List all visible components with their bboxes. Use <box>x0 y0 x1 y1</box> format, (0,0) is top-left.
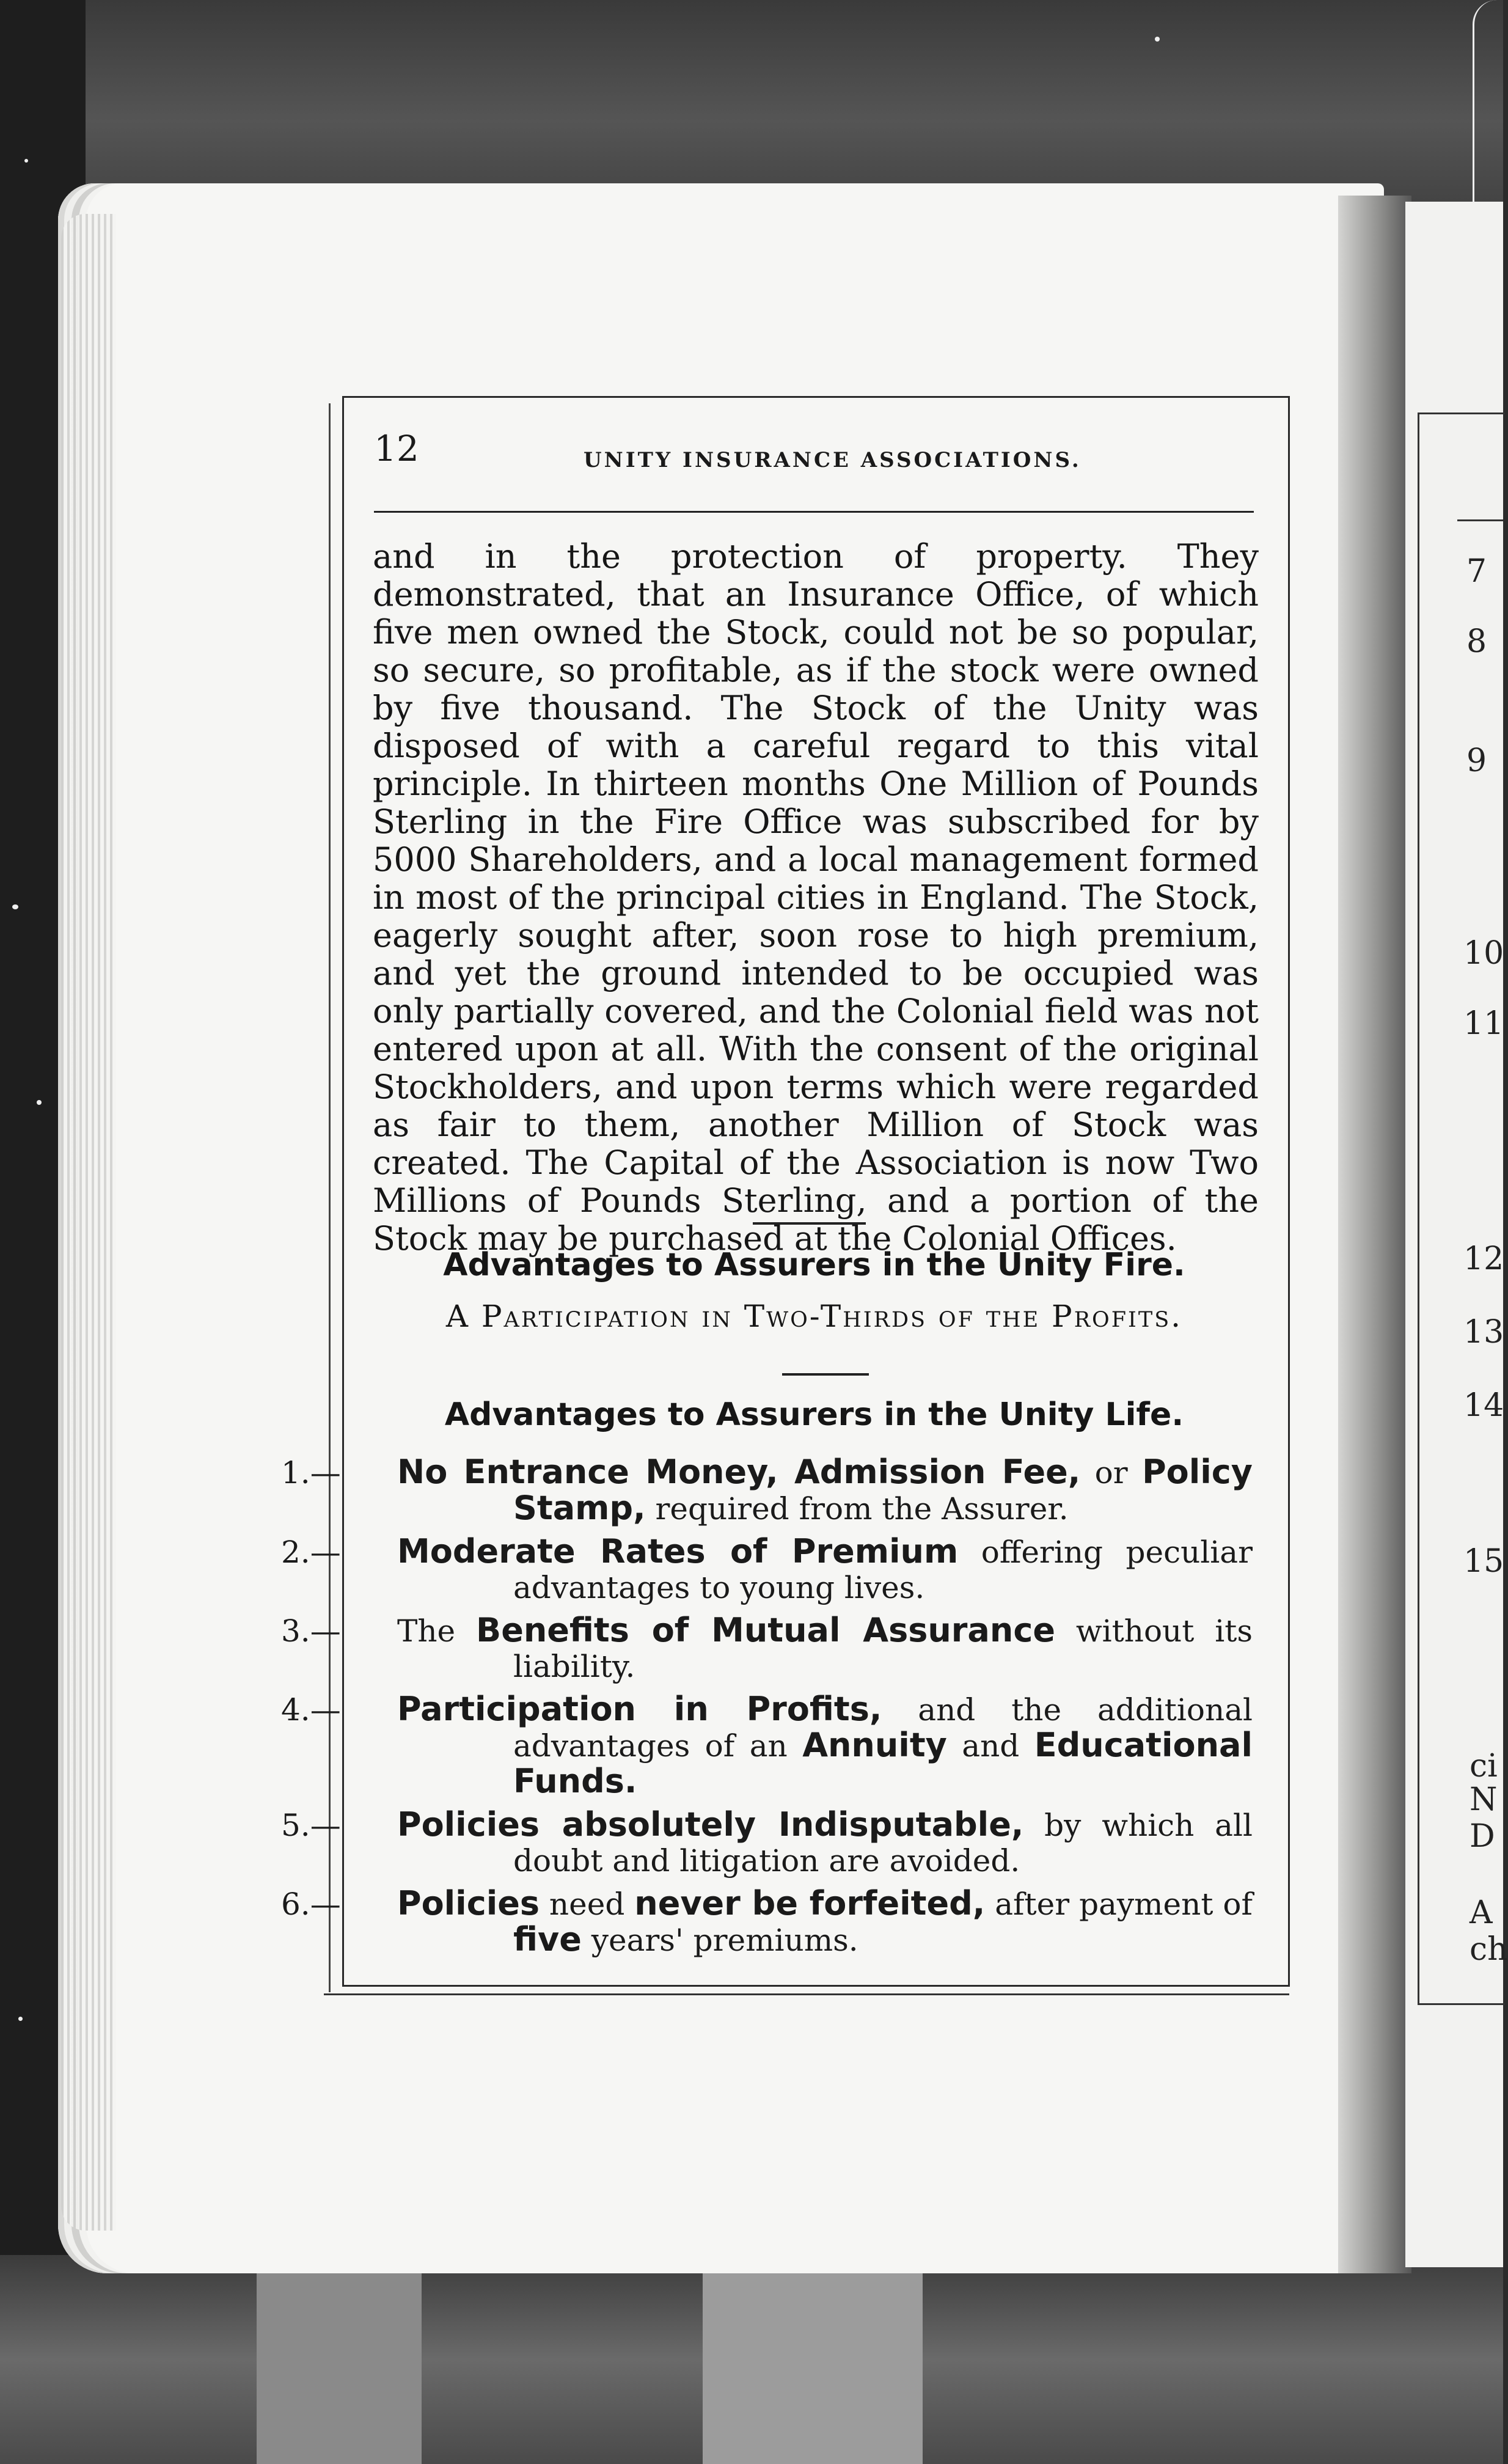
facing-page-rule <box>1457 519 1503 521</box>
page-rim <box>1473 0 1505 202</box>
fire-advantages-heading: Advantages to Assurers in the Unity Fire. <box>443 1247 1185 1283</box>
scan-speck <box>37 1100 42 1105</box>
facing-fragment: ci <box>1470 1748 1498 1784</box>
scan-speck <box>18 2017 23 2021</box>
facing-fragment: 8 <box>1466 623 1487 660</box>
list-item: The Benefits of Mutual Assurance without its liability. <box>397 1611 1253 1684</box>
page-stack-edge <box>61 214 116 2231</box>
list-item: No Entrance Money, Admission Fee, or Policy Stamp, required from the Assurer. <box>397 1453 1253 1527</box>
background-patch <box>257 2261 422 2464</box>
list-item: Policies absolutely Indisputable, by which all doubt and litigation are avoided. <box>397 1805 1253 1879</box>
running-head: UNITY INSURANCE ASSOCIATIONS. <box>584 448 1082 472</box>
fire-advantages-subheading: A Participation in Two-Thirds of the Profits. <box>445 1299 1183 1334</box>
facing-fragment: N <box>1470 1781 1498 1818</box>
body-paragraph: and in the protection of property. They demonstrated, that an Insurance Office, of which five men owned the Stock, could not be so popular, so secure, so profitable, as if the stock were owned by five thousand. The Stock of the Unity was disposed of with a careful regard to this vital principle. In thirteen months One Million of Pounds Sterling in the Fire Office was subscribed for by 5000 Shareholders, and a local management formed in most of the principal cities in England. The Stock, eagerly sought after, soon rose to high premium, and yet the ground intended to be occupied was only partially covered, and the Colonial field was not entered upon at all. With the consent of the original Stockholders, and upon terms which were regarded as fair to them, another Million of Stock was created. The Capital of the Association is now Two Millions of Pounds Sterling, and a portion of the Stock may be purchased at the Colonial Offices. <box>373 537 1259 1258</box>
page-number: 12 <box>374 428 419 469</box>
book-gutter <box>1338 196 1411 2273</box>
facing-fragment: 11 <box>1463 1005 1504 1042</box>
facing-fragment: 12 <box>1463 1241 1504 1277</box>
frame-double-rule <box>324 1993 1289 1995</box>
facing-fragment: 14 <box>1463 1387 1504 1424</box>
scan-speck <box>1155 37 1160 42</box>
section-divider <box>753 1222 866 1225</box>
life-advantages-list <box>397 1454 1253 1965</box>
life-advantages-heading: Advantages to Assurers in the Unity Life. <box>444 1396 1184 1433</box>
list-item: Participation in Profits, and the additional advantages of an Annuity and Educational Funds. <box>397 1690 1253 1800</box>
facing-fragment: 13 <box>1463 1314 1504 1351</box>
facing-fragment: A <box>1470 1894 1493 1931</box>
facing-fragment: 9 <box>1466 743 1487 779</box>
section-divider <box>782 1373 869 1376</box>
list-item: Moderate Rates of Premium offering peculiar advantages to young lives. <box>397 1532 1253 1605</box>
scan-speck <box>12 904 18 909</box>
background-patch <box>703 2261 923 2464</box>
scan-speck <box>24 159 28 163</box>
scanner-background-top <box>0 0 1503 202</box>
frame-double-rule <box>329 403 331 1992</box>
header-rule <box>374 511 1254 513</box>
list-item: Policies need never be forfeited, after payment of five years' premiums. <box>397 1884 1253 1959</box>
facing-fragment: 7 <box>1466 553 1487 590</box>
facing-fragment: ch <box>1470 1931 1508 1968</box>
facing-fragment: 10 <box>1463 935 1504 972</box>
facing-fragment: 15 <box>1463 1543 1504 1580</box>
facing-fragment: D <box>1470 1818 1495 1855</box>
